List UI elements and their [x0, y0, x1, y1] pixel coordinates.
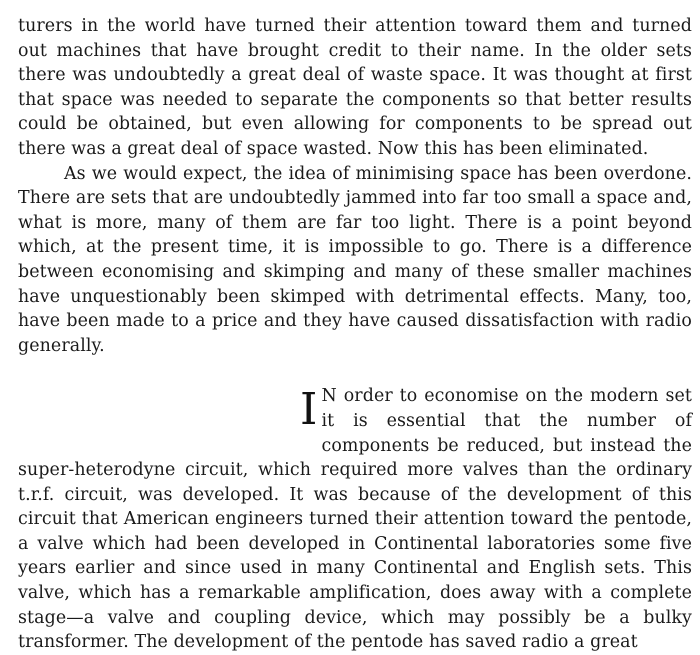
document-page	[18, 14, 692, 655]
paragraph-2: As we would expect, the idea of minimising space has been overdone. There are sets that are undoubtedly jammed into far too small a space and, what is more, many of them are far too light. There is a point beyond which, at the present time, it is impossible to go. There is a difference between economising and skimping and many of these smaller machines have unquestionably been skimped with detrimental effects. Many, too, have been made to a price and they have caused dissatisfaction with radio generally.	[18, 163, 692, 356]
section-gap	[18, 358, 692, 384]
paragraph-1: turers in the world have turned their attention toward them and turned out machines that have brought credit to their name. In the older sets there was undoubtedly a great deal of waste space. It was thought at first that space was needed to separate the components so that better results could be obtained, but even allowing for components to be spread out there was a great deal of space wasted. Now this has been eliminated.	[18, 16, 692, 159]
drop-cap: I	[300, 384, 318, 436]
paragraph-3: N order to economise on the modern set it is essential that the number of components be reduced, but instead the super-heterodyne circuit, which required more valves than the ordinary t.r.f. circuit, was developed. It was because of the development of this circuit that American engineers turned their attention toward the pentode, a valve which had been developed in Continental laboratories some five years earlier and since used in many Continental and English sets. This valve, which has a remarkable amplification, does away with a complete stage—a valve and coupling device, which may possibly be a bulky transformer. The development of the pentode has saved radio a great	[18, 386, 692, 653]
paragraph-3-block	[18, 384, 692, 655]
